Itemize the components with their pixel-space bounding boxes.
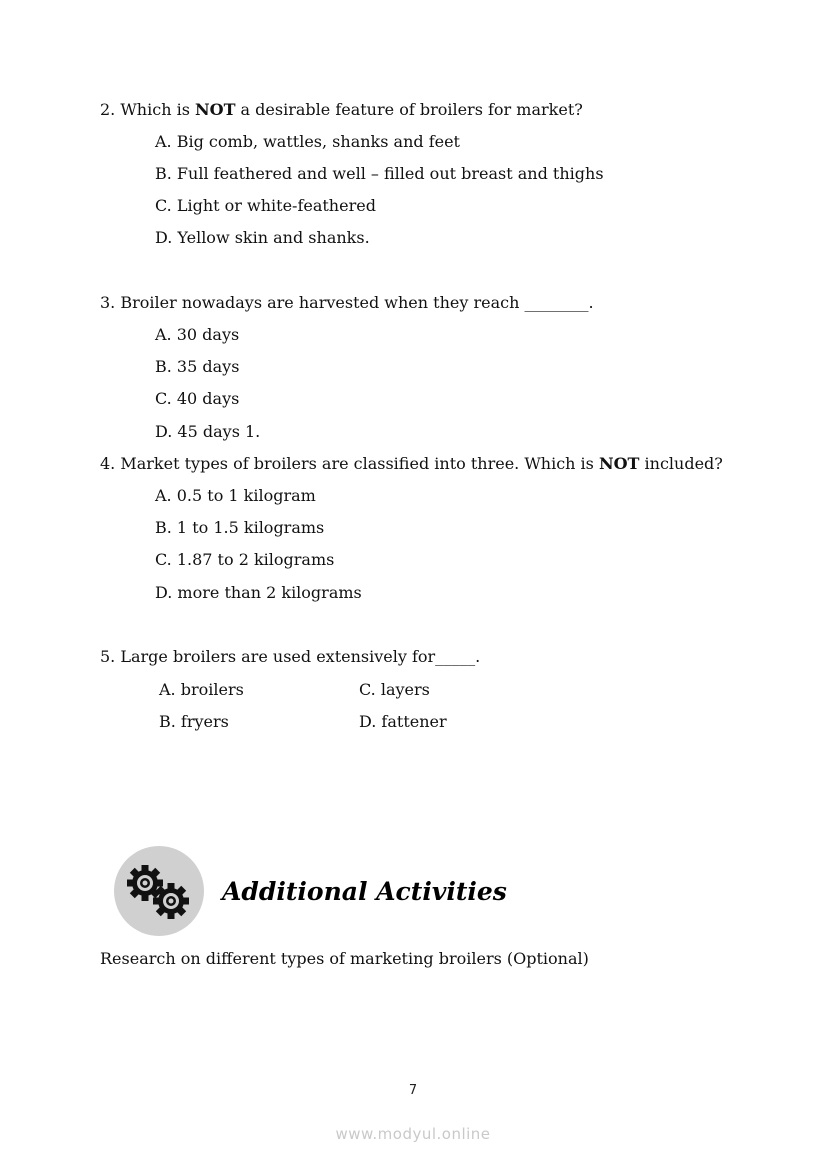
option-4a: A. 0.5 to 1 kilogram	[155, 486, 316, 505]
option-5c: C. layers	[359, 680, 430, 699]
question-3: 3. Broiler nowadays are harvested when they reach ________.	[100, 293, 594, 312]
section-title: Additional Activities	[222, 877, 507, 906]
question-5: 5. Large broilers are used extensively for_____.	[100, 647, 481, 666]
option-3d: D. 45 days 1.	[155, 422, 261, 441]
option-2d: D. Yellow skin and shanks.	[155, 228, 370, 247]
emphasis-not: NOT	[598, 454, 640, 473]
option-2a: A. Big comb, wattles, shanks and feet	[155, 132, 460, 151]
option-2b: B. Full feathered and well – filled out breast and thighs	[155, 164, 604, 183]
option-3c: C. 40 days	[155, 389, 240, 408]
option-2c: C. Light or white-feathered	[155, 196, 376, 215]
option-4c: C. 1.87 to 2 kilograms	[155, 550, 335, 569]
emphasis-not: NOT	[195, 100, 236, 119]
section-text: Research on different types of marketing broilers (Optional)	[100, 949, 589, 968]
option-5a: A. broilers	[159, 680, 244, 699]
gears-icon	[114, 846, 204, 936]
option-3b: B. 35 days	[155, 357, 240, 376]
option-5d: D. fattener	[359, 712, 447, 731]
option-4b: B. 1 to 1.5 kilograms	[155, 518, 325, 537]
watermark: www.modyul.online	[335, 1125, 491, 1143]
option-3a: A. 30 days	[155, 325, 240, 344]
question-4: 4. Market types of broilers are classified into three. Which is NOT included?	[100, 454, 723, 473]
page-number: 7	[408, 1083, 418, 1098]
option-4d: D. more than 2 kilograms	[155, 583, 362, 602]
question-2: 2. Which is NOT a desirable feature of broilers for market?	[100, 100, 583, 119]
option-5b: B. fryers	[159, 712, 229, 731]
